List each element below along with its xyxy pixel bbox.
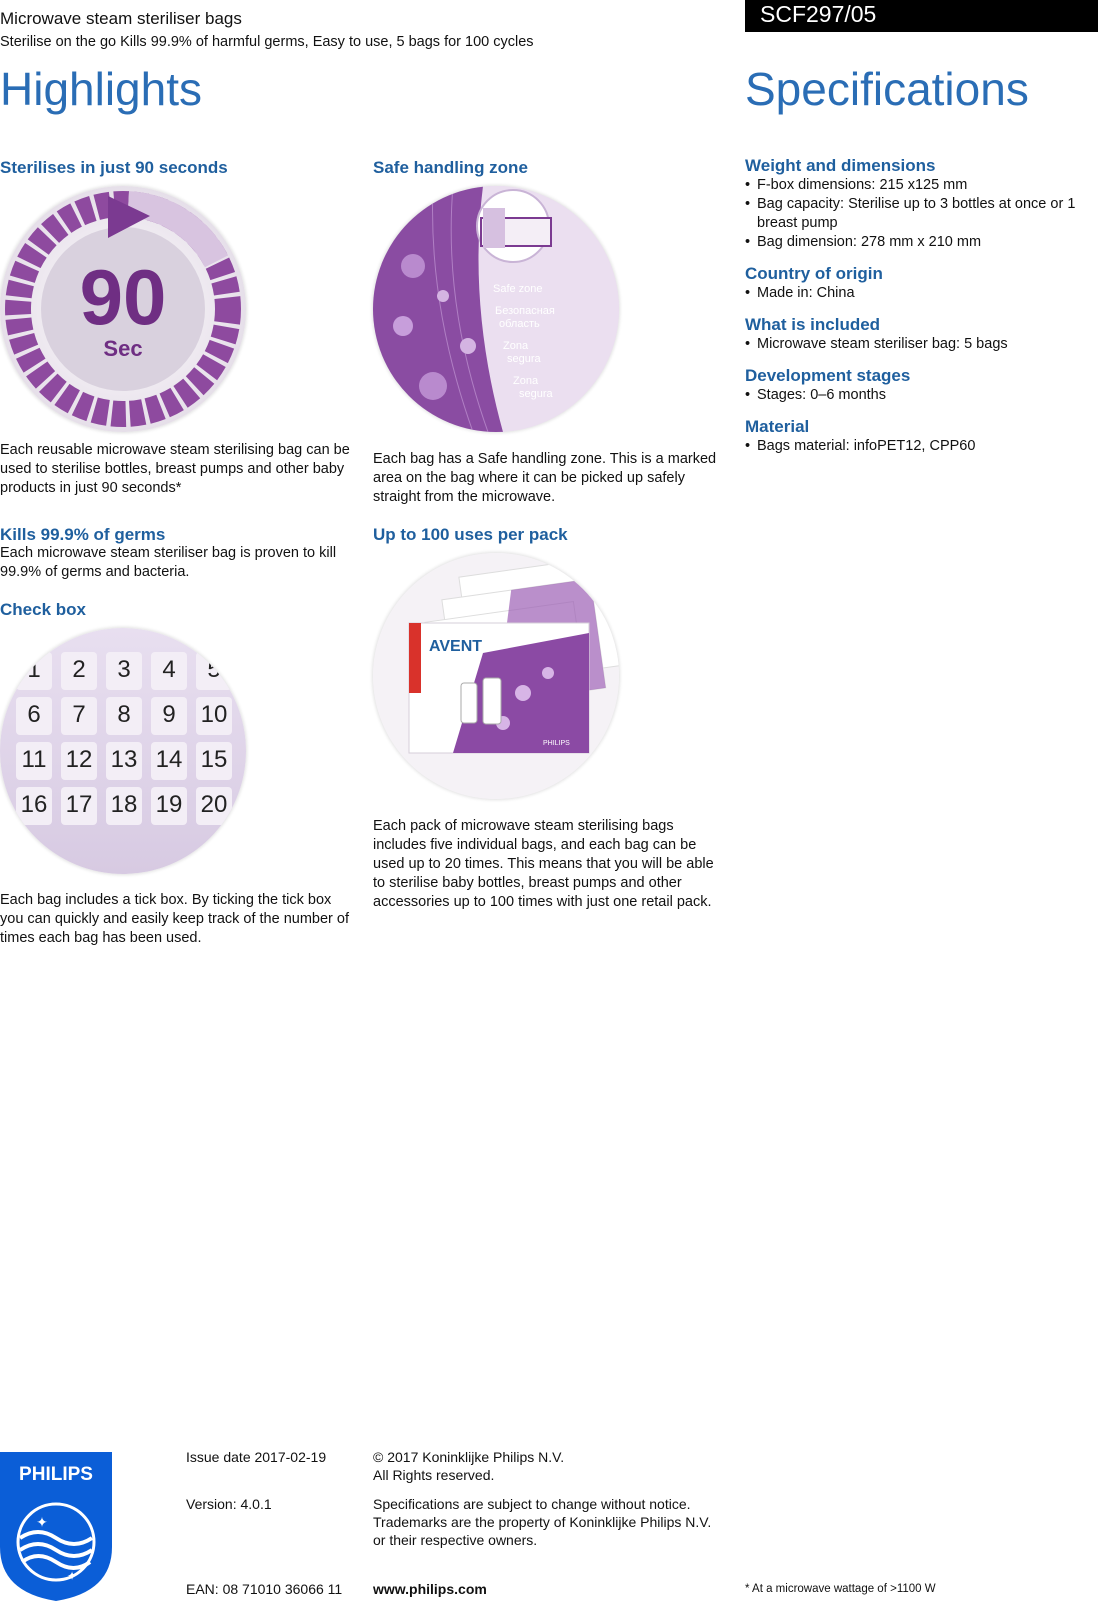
philips-url[interactable]: www.philips.com <box>373 1581 487 1597</box>
spec-item: • Bag capacity: Sterilise up to 3 bottles at once or 1 breast pump <box>745 195 1095 233</box>
check-box-number: 10 <box>200 701 228 728</box>
specifications-title: Specifications <box>745 63 1029 115</box>
pack-image <box>373 553 619 799</box>
check-box-cell <box>61 787 97 825</box>
pack-brand: AVENT <box>429 638 483 655</box>
feature-100-uses-title: Up to 100 uses per pack <box>373 525 568 544</box>
check-box-cell <box>16 787 52 825</box>
check-box-cell <box>61 742 97 780</box>
badge-unit: Sec <box>103 336 143 361</box>
feature-safe-zone-text: Each bag has a Safe handling zone. This is a marked area on the bag where it can be picked up safely straight from the microwave. <box>373 451 717 505</box>
footnote: * At a microwave wattage of >1100 W <box>745 1583 936 1595</box>
spec-item: • Bags material: infoPET12, CPP60 <box>745 437 1095 456</box>
feature-kills-germs-title: Kills 99.9% of germs <box>0 525 166 544</box>
highlights-title: Highlights <box>0 63 202 115</box>
feature-check-box-text: Each bag includes a tick box. By ticking the tick box you can quickly and easily keep track of the number of times each bag has been used. <box>0 892 349 946</box>
issue-date: Issue date 2017-02-19 <box>186 1449 327 1465</box>
safe-zone-label-pt-1: Zona <box>503 340 529 352</box>
check-box-cell <box>106 742 142 780</box>
check-box-cell <box>106 652 142 690</box>
svg-text:✦: ✦ <box>36 1514 48 1530</box>
check-box-cell <box>196 652 232 690</box>
check-box-number: 11 <box>21 746 47 773</box>
check-box-cell <box>151 697 187 735</box>
feature-check-box-title: Check box <box>0 600 86 619</box>
check-box-number: 5 <box>207 656 221 683</box>
check-box-cell <box>196 787 232 825</box>
feature-safe-zone-title: Safe handling zone <box>373 158 528 177</box>
version: Version: 4.0.1 <box>186 1496 272 1512</box>
check-box-number: 16 <box>20 791 48 818</box>
spec-heading: Development stages <box>745 366 911 385</box>
badge-90-seconds-image <box>0 186 246 432</box>
spec-item: • Bag dimension: 278 mm x 210 mm <box>745 233 1095 252</box>
product-subtitle: Sterilise on the go Kills 99.9% of harmful germs, Easy to use, 5 bags for 100 cycles <box>0 34 534 50</box>
check-box-cell <box>16 742 52 780</box>
disclaimer-line-3: or their respective owners. <box>373 1532 538 1548</box>
spec-heading: What is included <box>745 315 881 334</box>
spec-item: • F-box dimensions: 215 x125 mm <box>745 176 1095 195</box>
check-box-number: 8 <box>117 701 131 728</box>
rights-reserved: All Rights reserved. <box>373 1467 495 1483</box>
feature-90-seconds-title: Sterilises in just 90 seconds <box>0 158 228 177</box>
copyright: © 2017 Koninklijke Philips N.V. <box>373 1449 565 1465</box>
check-box-cell <box>151 787 187 825</box>
check-box-number: 19 <box>155 791 183 818</box>
spec-heading: Material <box>745 417 810 436</box>
check-box-number: 13 <box>110 746 138 773</box>
check-box-cell <box>196 742 232 780</box>
check-box-number: 15 <box>200 746 228 773</box>
product-code: SCF297/05 <box>760 1 877 27</box>
check-box-cell <box>151 742 187 780</box>
check-box-cell <box>196 697 232 735</box>
check-box-cell <box>106 787 142 825</box>
check-box-number: 4 <box>162 656 176 683</box>
ninety-seconds-graphic <box>0 186 246 432</box>
check-box-cell <box>16 697 52 735</box>
check-box-number: 12 <box>65 746 93 773</box>
check-box-cell <box>106 697 142 735</box>
spec-item: • Microwave steam steriliser bag: 5 bags <box>745 335 1095 354</box>
badge-number: 90 <box>79 253 167 341</box>
philips-shield-icon <box>0 1452 112 1601</box>
check-box-number: 17 <box>65 791 93 818</box>
check-box-cell <box>151 652 187 690</box>
ean-code: EAN: 08 71010 36066 11 <box>186 1581 343 1597</box>
spec-item: • Stages: 0–6 months <box>745 386 1095 405</box>
specifications-list <box>745 156 1095 456</box>
check-box-number: 7 <box>72 701 86 728</box>
pack-graphic <box>373 553 619 799</box>
philips-logo <box>0 1452 112 1601</box>
feature-100-uses-text: Each pack of microwave steam sterilising bags includes five individual bags, and each bag can be used up to 20 times. This means that you will be able to sterilise baby bottles, breast pumps and other accessories up to 100 times with just one retail pack. <box>373 818 714 910</box>
check-box-number: 3 <box>117 656 131 683</box>
spec-heading: Country of origin <box>745 264 883 283</box>
safe-zone-graphic <box>373 186 619 432</box>
check-box-number: 14 <box>155 746 183 773</box>
safe-zone-label-es-1: Zona <box>513 375 539 387</box>
product-name: Microwave steam steriliser bags <box>0 9 242 28</box>
spec-item: • Made in: China <box>745 284 1095 303</box>
feature-kills-germs-text: Each microwave steam steriliser bag is proven to kill 99.9% of germs and bacteria. <box>0 545 337 580</box>
check-box-image <box>0 628 246 874</box>
check-box-number: 1 <box>27 656 41 683</box>
check-box-number: 18 <box>110 791 138 818</box>
disclaimer-line-2: Trademarks are the property of Koninklijke Philips N.V. <box>373 1514 712 1530</box>
check-box-number: 9 <box>162 701 176 728</box>
safe-zone-label-ru-1: Безопасная <box>495 305 555 317</box>
disclaimer-line-1: Specifications are subject to change without notice. <box>373 1496 691 1512</box>
check-box-number: 20 <box>200 791 228 818</box>
check-box-cell <box>61 697 97 735</box>
safe-zone-label-pt-2: segura <box>507 353 541 365</box>
spec-heading: Weight and dimensions <box>745 156 936 175</box>
check-box-cell <box>16 652 52 690</box>
safe-zone-label-es-2: segura <box>519 388 553 400</box>
pack-maker: PHILIPS <box>543 740 570 747</box>
check-box-number: 2 <box>72 656 86 683</box>
svg-text:✦: ✦ <box>66 1569 78 1583</box>
safe-zone-label-ru-2: область <box>499 318 540 330</box>
feature-90-seconds-text: Each reusable microwave steam sterilising bag can be used to sterilise bottles, breast pumps and other baby products in just 90 seconds* <box>0 442 350 496</box>
check-box-number: 6 <box>27 701 41 728</box>
check-box-cell <box>61 652 97 690</box>
safe-zone-label-en: Safe zone <box>493 283 543 295</box>
logo-wordmark: PHILIPS <box>19 1464 93 1485</box>
safe-zone-image <box>373 186 619 432</box>
